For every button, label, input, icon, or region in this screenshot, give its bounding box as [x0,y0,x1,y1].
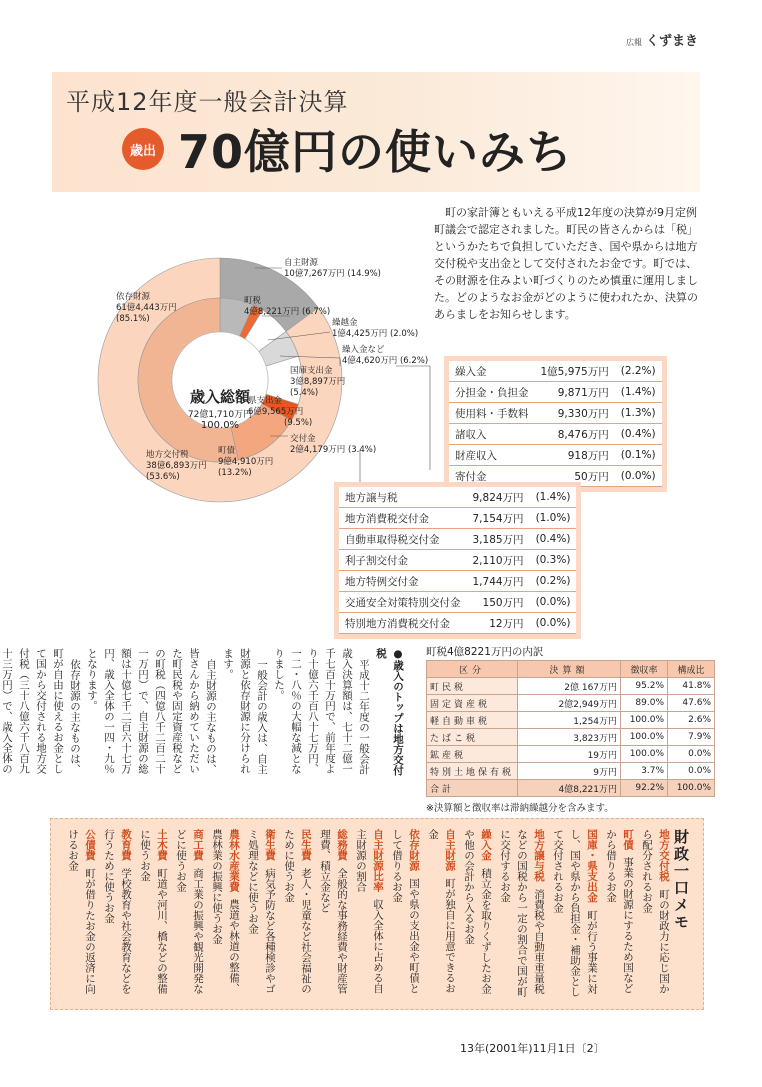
label-chosai [218,446,273,479]
memo-term: 公債費 [84,829,96,861]
detail-row [449,424,662,445]
memo-box [50,818,704,1010]
label-jishu [284,258,381,280]
label-izon-name: 依存財源 [116,292,151,302]
tax-table-wrap [426,660,715,797]
tax-cell-name: 特別土地保有税 [427,763,518,780]
memo-term: 民生費 [300,829,312,861]
tax-cell-name: 町民税 [427,678,518,695]
memo-term: 農林水産業費 [228,829,240,892]
memo-desc: 町道や河川、橋などの整備に使うお金 [139,829,168,994]
label-kokko [290,366,345,399]
detail-box-a [444,356,667,492]
memo-desc: 国や県の支出金や町債として借りるお金 [391,829,420,994]
label-kuriire-amount: 4億4,620万円 [342,356,398,366]
memo-title: 財政一口メモ [672,829,690,931]
tax-cell-share: 47.6% [668,695,715,712]
detail-name: 利子割交付金 [339,550,467,571]
tax-cell-share: 0.0% [668,763,715,780]
memo-item [388,829,422,999]
detail-name: 地方特例交付金 [339,571,467,592]
memo-item [172,829,206,999]
memo-term: 依存財源 [408,829,420,871]
memo-item [424,829,458,999]
memo-item [316,829,350,999]
label-kofukin-pct: (3.4%) [347,445,377,455]
detail-row [449,445,662,466]
memo-desc: 収入全体に占める自主財源の割合 [355,829,384,994]
detail-pct: (1.4%) [615,382,662,403]
memo-desc: 商工業の振興や観光開発などに使うお金 [175,829,204,994]
memo-item [100,829,134,999]
tax-cell-share: 0.0% [668,746,715,763]
tax-cell-share: 7.9% [668,729,715,746]
tax-cell-share: 41.8% [668,678,715,695]
tax-cell-rate: 89.0% [621,695,668,712]
brand-small: 広報 [625,38,642,47]
memo-item [496,829,547,999]
detail-amount: 150万円 [467,592,530,613]
label-kuriire-name: 繰入金など [342,345,385,355]
detail-amount: 12万円 [467,613,530,634]
label-chihokofu-amount: 38億6,893万円 [146,461,207,471]
detail-pct: (1.3%) [615,403,662,424]
tax-cell-amount: 1,254万円 [518,712,621,729]
label-kuriire [342,345,428,367]
detail-amount: 2,110万円 [467,550,530,571]
detail-name: 自動車取得税交付金 [339,529,467,550]
detail-pct: (0.0%) [615,466,662,487]
memo-term: 自主財源 [444,829,456,871]
memo-term: 地方交付税 [658,829,670,882]
memo-desc: 町が独自に用意できるお金 [427,829,456,994]
detail-pct: (0.4%) [615,424,662,445]
memo-desc: 事業の財源にするため国などから借りるお金 [605,829,634,994]
memo-term: 衛生費 [264,829,276,861]
detail-name: 繰入金 [449,361,535,382]
tax-cell-name: 鉱産税 [427,746,518,763]
memo-item [352,829,386,999]
tax-cell-name: たばこ税 [427,729,518,746]
memo-item [208,829,242,999]
memo-item [64,829,98,999]
label-jishu-amount: 10億7,267万円 [284,269,345,279]
pie-center-title: 歳入総額 [189,388,250,406]
detail-name: 交通安全対策特別交付金 [339,592,467,613]
tax-table [426,660,715,797]
label-jishu-pct: (14.9%) [347,269,381,279]
detail-amount: 1,744万円 [467,571,530,592]
detail-name: 地方消費税交付金 [339,508,467,529]
detail-row [339,508,576,529]
detail-amount: 3,185万円 [467,529,530,550]
tax-row [427,712,715,729]
detail-pct: (0.3%) [530,550,577,571]
tax-cell-amount: 9万円 [518,763,621,780]
page-subtitle: 平成12年度一般会計決算 [66,88,349,116]
tax-cell-rate: 3.7% [621,763,668,780]
tax-cell-share: 100.0% [668,780,715,797]
memo-item [549,829,600,999]
detail-name: 分担金・負担金 [449,382,535,403]
tax-header: 決算額 [518,661,621,678]
label-chozei-amount: 4億8,221万円 [244,307,300,317]
detail-name: 寄付金 [449,466,535,487]
detail-row [449,382,662,403]
detail-row [339,529,576,550]
memo-term: 町債 [622,829,634,850]
tax-row [427,695,715,712]
detail-pct: (0.4%) [530,529,577,550]
memo-term: 地方譲与税 [533,829,545,882]
detail-name: 使用料・手数料 [449,403,535,424]
detail-amount: 918万円 [535,445,615,466]
detail-amount: 9,871万円 [535,382,615,403]
label-chosai-pct: (13.2%) [218,468,252,478]
detail-pct: (0.1%) [615,445,662,466]
tax-header: 構成比 [668,661,715,678]
tax-cell-name: 軽自動車税 [427,712,518,729]
detail-pct: (1.4%) [530,487,577,508]
detail-row [339,592,576,613]
tax-cell-rate: 100.0% [621,746,668,763]
memo-columns [62,829,689,999]
article-paragraph: 一般会計の歳入は、自主財源と依存財源に分けられます。 [222,648,268,774]
memo-desc: 積立金を取りくずしたお金や他の会計から入るお金 [463,829,492,994]
detail-name: 財産収入 [449,445,535,466]
article-paragraph: 依存財源の主なものは、町が自由に使えるお金として国から交付される地方交付税（三十八億六千八百九十三万円）で、歳入全体の [1,648,81,774]
leader-line-kurikoshi [268,332,330,340]
detail-box-b [334,482,581,639]
tax-cell-share: 2.6% [668,712,715,729]
label-chozei [244,296,330,318]
label-izon [116,292,177,325]
leader-line-detail-a [396,366,430,470]
memo-desc: 全般的な事務経費や財産管理費、積立金など [319,829,348,994]
label-chihokofu-pct: (53.6%) [146,472,180,482]
detail-pct: (0.0%) [530,613,577,634]
memo-term: 教育費 [120,829,132,861]
label-kokko-pct: (5.4%) [290,388,319,398]
label-jishu-name: 自主財源 [284,258,319,268]
tax-cell-amount: 3,823万円 [518,729,621,746]
memo-desc: 消費税や自動車重量税などの国税から一定の割合で国が町に交付するお金 [499,829,545,997]
detail-row [449,361,662,382]
memo-desc: 農道や林道の整備、農林業の振興に使うお金 [211,829,240,994]
tax-total-row [427,780,715,797]
detail-name: 地方譲与税 [339,487,467,508]
memo-desc: 老人・児童など社会福祉のために使うお金 [283,829,312,994]
label-izon-amount: 61億4,443万円 [116,303,177,313]
label-chihokofu [146,450,207,483]
article-vertical [1,648,406,780]
page-footer: 13年(2001年)11月1日〔2〕 [460,1042,605,1055]
detail-row [339,550,576,571]
detail-amount: 7,154万円 [467,508,530,529]
label-izon-pct: (85.1%) [116,314,150,324]
label-ken-name: 県支出金 [248,396,283,406]
detail-amount: 9,330万円 [535,403,615,424]
tax-cell-amount: 2億2,949万円 [518,695,621,712]
memo-item [638,829,672,999]
tax-cell-name: 合計 [427,780,518,797]
detail-amount: 1億5,975万円 [535,361,615,382]
detail-pct: (1.0%) [530,508,577,529]
label-kuriire-pct: (6.2%) [399,356,429,366]
detail-pct: (2.2%) [615,361,662,382]
detail-pct: (0.2%) [530,571,577,592]
detail-amount: 9,824万円 [467,487,530,508]
tax-row [427,763,715,780]
memo-item [244,829,278,999]
memo-desc: 町が行う事業に対し、国や県から負担金・補助金として交付されるお金 [552,829,598,997]
tax-cell-rate: 95.2% [621,678,668,695]
label-ken-pct: (9.5%) [284,418,313,428]
detail-pct: (0.0%) [530,592,577,613]
tax-header: 徴収率 [621,661,668,678]
memo-term: 商工費 [192,829,204,861]
badge-saishutsu: 歳出 [122,128,164,170]
tax-cell-rate: 100.0% [621,729,668,746]
tax-row [427,746,715,763]
label-kurikoshi-name: 繰越金 [332,318,358,328]
tax-row [427,678,715,695]
article-heading: ●歳入のトップは地方交付税 [375,648,404,776]
label-chozei-pct: (6.7%) [301,307,331,317]
article-paragraph: 自主財源の主なものは、皆さんから納めていただいた町民税や固定資産税などの町税（四億八千二百二十一万円）で、自主財源の総額は十億七千二百六十七万円、歳入全体の一四・九％となります。 [86,648,217,774]
label-kokko-amount: 3億8,897万円 [290,377,346,387]
label-chozei-name: 町税 [244,296,262,306]
detail-row [339,571,576,592]
tax-cell-rate: 100.0% [621,712,668,729]
tax-cell-amount: 2億 167万円 [518,678,621,695]
detail-name: 諸収入 [449,424,535,445]
brand-name: くずまき [645,34,698,49]
memo-item [602,829,636,999]
memo-desc: 学校教育や社会教育などを行うために使うお金 [103,829,132,994]
memo-term: 総務費 [336,829,348,861]
tax-cell-amount: 4億8,221万円 [518,780,621,797]
label-ken-amount: 6億9,565万円 [248,407,304,417]
memo-term: 国庫・県支出金 [586,829,598,903]
detail-row [339,613,576,634]
label-kokko-name: 国庫支出金 [290,366,333,376]
tax-table-title: 町税4億8221万円の内訳 [426,646,544,658]
memo-desc: 病気予防など各種検診やゴミ処理などに使うお金 [247,829,276,994]
tax-cell-rate: 92.2% [621,780,668,797]
memo-item [280,829,314,999]
page-title: 70億円の使いみち [178,125,574,179]
label-chosai-amount: 9億4,910万円 [218,457,274,467]
label-kurikoshi-amount: 1億4,425万円 [332,329,388,339]
detail-row [449,403,662,424]
intro-paragraph: 町の家計簿ともいえる平成12年度の決算が9月定例町議会で認定されました。町民の皆さんからは「税」というかたちで負担していただき、国や県からは地方交付税や支出金として交付されたお金です。町では、その財源を住みよい町づくりのため慎重に運用しました。どのようなお金がどのように使われたか、決算のあらましをお知らせします。 [434,206,698,321]
detail-table-a [449,361,662,487]
tax-cell-amount: 19万円 [518,746,621,763]
label-ken [248,396,312,429]
label-kofukin-name: 交付金 [290,434,316,444]
leader-line-kuriire [280,356,340,366]
tax-row [427,729,715,746]
memo-term: 土木費 [156,829,168,861]
detail-amount: 8,476万円 [535,424,615,445]
tax-header: 区分 [427,661,518,678]
label-kofukin [290,434,376,456]
memo-term: 繰入金 [480,829,492,861]
pie-center-total: 72億1,710万円 [187,410,253,420]
detail-amount: 50万円 [535,466,615,487]
label-kurikoshi [332,318,418,340]
detail-table-b [339,487,576,634]
memo-desc: 町の財政力に応じ国から配分されるお金 [641,829,670,994]
memo-item [136,829,170,999]
memo-term: 自主財源比率 [372,829,384,892]
label-kurikoshi-pct: (2.0%) [389,329,419,339]
label-kofukin-amount: 2億4,179万円 [290,445,346,455]
tax-cell-name: 固定資産税 [427,695,518,712]
memo-desc: 町が借りたお金の返済に向けるお金 [67,829,96,994]
label-chihokofu-name: 地方交付税 [146,450,189,460]
memo-item [460,829,494,999]
article-paragraph: 平成十二年度の一般会計歳入決算額は、七十二億一千七百十万円で、前年度より十億六千百八十七万円、一二・八％の大幅な減となりました。 [273,648,370,774]
pie-center-pct: 100.0% [200,420,240,431]
detail-row [339,487,576,508]
detail-name: 特別地方消費税交付金 [339,613,467,634]
tax-note: ※決算額と徴収率は滞納繰越分を含みます。 [426,803,614,814]
label-chosai-name: 町債 [218,446,236,456]
